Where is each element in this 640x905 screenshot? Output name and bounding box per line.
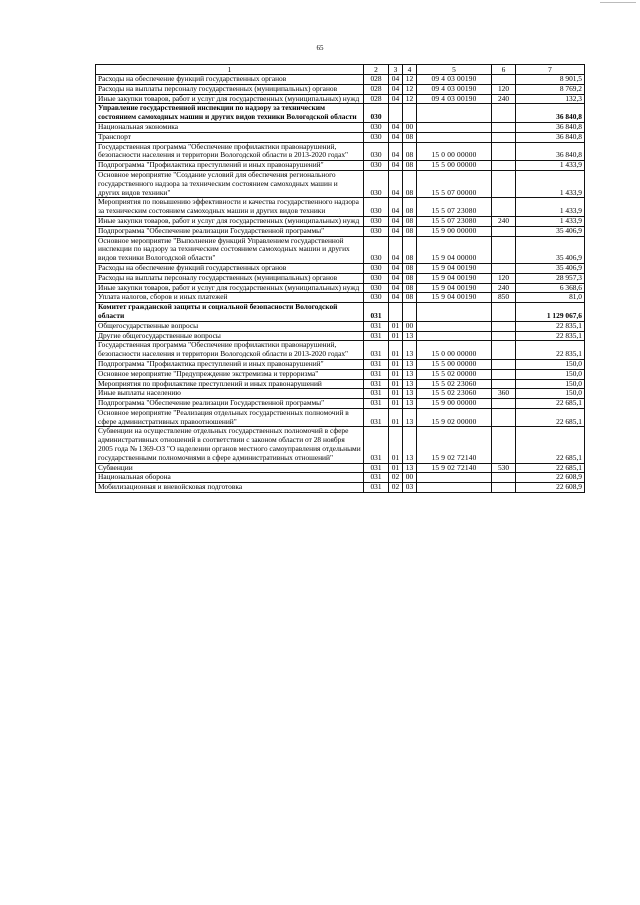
row-sum-cell: 22 685,1 bbox=[516, 399, 585, 409]
row-vr-cell bbox=[492, 122, 516, 132]
row-rz-cell: 04 bbox=[389, 236, 403, 263]
row-cs-cell: 15 9 00 00000 bbox=[417, 226, 492, 236]
row-sum-cell: 8 901,5 bbox=[516, 75, 585, 85]
row-name-cell: Государственная программа "Обеспечение профилактики правонарушений, безопасности населения и территории Вологодской области в 2013-2020 годах" bbox=[96, 142, 364, 161]
row-cs-cell: 15 5 07 23080 bbox=[417, 216, 492, 226]
table-row bbox=[96, 321, 585, 331]
row-name-cell: Подпрограмма "Профилактика преступлений и иных правонарушений" bbox=[96, 161, 364, 171]
row-rz-cell: 04 bbox=[389, 122, 403, 132]
row-name-cell: Мобилизационная и вневойсковая подготовка bbox=[96, 483, 364, 493]
row-pr-cell: 00 bbox=[403, 321, 417, 331]
table-row bbox=[96, 198, 585, 217]
row-rz-cell: 04 bbox=[389, 293, 403, 303]
row-sum-cell: 6 368,6 bbox=[516, 283, 585, 293]
table-row bbox=[96, 226, 585, 236]
row-vr-cell: 240 bbox=[492, 216, 516, 226]
row-vr-cell bbox=[492, 226, 516, 236]
row-vr-cell bbox=[492, 408, 516, 427]
row-name-cell: Основное мероприятие "Предупреждение экстремизма и терроризма" bbox=[96, 369, 364, 379]
table-row bbox=[96, 161, 585, 171]
row-name-cell: Подпрограмма "Обеспечение реализации Государственной программы" bbox=[96, 226, 364, 236]
row-vr-cell bbox=[492, 369, 516, 379]
row-gr-cell: 031 bbox=[364, 331, 389, 341]
row-pr-cell: 12 bbox=[403, 75, 417, 85]
row-sum-cell: 35 406,9 bbox=[516, 263, 585, 273]
row-sum-cell: 22 608,9 bbox=[516, 473, 585, 483]
row-gr-cell: 030 bbox=[364, 293, 389, 303]
row-vr-cell: 120 bbox=[492, 273, 516, 283]
row-sum-cell: 1 433,9 bbox=[516, 170, 585, 197]
row-rz-cell: 01 bbox=[389, 389, 403, 399]
row-cs-cell bbox=[417, 331, 492, 341]
row-name-cell: Другие общегосударственные вопросы bbox=[96, 331, 364, 341]
row-name-cell: Основное мероприятие "Создание условий для обеспечения регионального государственного надзора за техническим состоянием самоходных машин и других видов техники" bbox=[96, 170, 364, 197]
row-pr-cell: 13 bbox=[403, 369, 417, 379]
row-vr-cell bbox=[492, 142, 516, 161]
table-row bbox=[96, 263, 585, 273]
row-pr-cell: 08 bbox=[403, 263, 417, 273]
row-vr-cell bbox=[492, 236, 516, 263]
row-cs-cell: 09 4 03 00190 bbox=[417, 75, 492, 85]
row-rz-cell: 02 bbox=[389, 483, 403, 493]
row-rz-cell: 01 bbox=[389, 427, 403, 463]
row-name-cell: Расходы на выплаты персоналу государственных (муниципальных) органов bbox=[96, 273, 364, 283]
row-sum-cell: 22 685,1 bbox=[516, 463, 585, 473]
row-vr-cell bbox=[492, 321, 516, 331]
table-row bbox=[96, 132, 585, 142]
row-name-cell: Расходы на обеспечение функций государственных органов bbox=[96, 75, 364, 85]
row-sum-cell: 36 840,8 bbox=[516, 132, 585, 142]
table-row bbox=[96, 379, 585, 389]
row-cs-cell: 15 9 00 00000 bbox=[417, 399, 492, 409]
row-gr-cell: 031 bbox=[364, 369, 389, 379]
row-rz-cell: 01 bbox=[389, 321, 403, 331]
table-row bbox=[96, 104, 585, 123]
row-pr-cell: 03 bbox=[403, 483, 417, 493]
row-cs-cell bbox=[417, 303, 492, 322]
row-sum-cell: 22 835,1 bbox=[516, 341, 585, 360]
row-pr-cell: 08 bbox=[403, 161, 417, 171]
row-gr-cell: 031 bbox=[364, 408, 389, 427]
row-vr-cell: 360 bbox=[492, 389, 516, 399]
page-number: 65 bbox=[316, 44, 324, 52]
row-rz-cell: 02 bbox=[389, 473, 403, 483]
row-gr-cell: 028 bbox=[364, 94, 389, 104]
row-pr-cell: 08 bbox=[403, 273, 417, 283]
row-pr-cell: 13 bbox=[403, 427, 417, 463]
row-cs-cell bbox=[417, 321, 492, 331]
row-pr-cell: 13 bbox=[403, 399, 417, 409]
row-cs-cell: 15 9 04 00190 bbox=[417, 283, 492, 293]
row-pr-cell: 13 bbox=[403, 341, 417, 360]
row-name-cell: Иные закупки товаров, работ и услуг для государственных (муниципальных) нужд bbox=[96, 216, 364, 226]
row-cs-cell: 09 4 03 00190 bbox=[417, 94, 492, 104]
row-pr-cell: 13 bbox=[403, 331, 417, 341]
table-row bbox=[96, 463, 585, 473]
row-rz-cell: 01 bbox=[389, 369, 403, 379]
row-cs-cell bbox=[417, 483, 492, 493]
row-pr-cell: 13 bbox=[403, 379, 417, 389]
row-cs-cell bbox=[417, 473, 492, 483]
row-name-cell: Национальная экономика bbox=[96, 122, 364, 132]
row-pr-cell: 08 bbox=[403, 132, 417, 142]
row-cs-cell: 15 9 02 72140 bbox=[417, 463, 492, 473]
row-gr-cell: 031 bbox=[364, 473, 389, 483]
table-row bbox=[96, 483, 585, 493]
row-rz-cell: 04 bbox=[389, 226, 403, 236]
row-gr-cell: 031 bbox=[364, 483, 389, 493]
row-pr-cell: 00 bbox=[403, 473, 417, 483]
row-vr-cell bbox=[492, 132, 516, 142]
row-sum-cell: 36 840,8 bbox=[516, 104, 585, 123]
table-row bbox=[96, 399, 585, 409]
row-cs-cell: 15 9 04 00190 bbox=[417, 273, 492, 283]
row-vr-cell bbox=[492, 427, 516, 463]
row-gr-cell: 031 bbox=[364, 463, 389, 473]
row-name-cell: Национальная оборона bbox=[96, 473, 364, 483]
row-vr-cell: 120 bbox=[492, 84, 516, 94]
row-gr-cell: 030 bbox=[364, 236, 389, 263]
row-gr-cell: 030 bbox=[364, 263, 389, 273]
row-rz-cell bbox=[389, 303, 403, 322]
row-gr-cell: 028 bbox=[364, 75, 389, 85]
row-rz-cell: 04 bbox=[389, 132, 403, 142]
row-rz-cell: 04 bbox=[389, 273, 403, 283]
table-row bbox=[96, 331, 585, 341]
row-rz-cell: 01 bbox=[389, 408, 403, 427]
row-gr-cell: 030 bbox=[364, 216, 389, 226]
row-sum-cell: 150,0 bbox=[516, 359, 585, 369]
row-cs-cell bbox=[417, 132, 492, 142]
header-col-1: 1 bbox=[96, 65, 364, 75]
row-sum-cell: 150,0 bbox=[516, 379, 585, 389]
row-gr-cell: 031 bbox=[364, 341, 389, 360]
row-vr-cell bbox=[492, 379, 516, 389]
row-name-cell: Комитет гражданской защиты и социальной безопасности Вологодской области bbox=[96, 303, 364, 322]
table-row bbox=[96, 122, 585, 132]
row-sum-cell: 132,3 bbox=[516, 94, 585, 104]
table-row bbox=[96, 283, 585, 293]
row-rz-cell: 01 bbox=[389, 341, 403, 360]
row-cs-cell: 15 9 04 00190 bbox=[417, 293, 492, 303]
row-cs-cell: 15 9 04 00000 bbox=[417, 236, 492, 263]
header-col-7: 7 bbox=[516, 65, 585, 75]
row-sum-cell: 150,0 bbox=[516, 369, 585, 379]
row-vr-cell bbox=[492, 161, 516, 171]
row-name-cell: Иные закупки товаров, работ и услуг для государственных (муниципальных) нужд bbox=[96, 283, 364, 293]
row-name-cell: Мероприятия по профилактике преступлений и иных правонарушений bbox=[96, 379, 364, 389]
row-name-cell: Иные выплаты населению bbox=[96, 389, 364, 399]
row-sum-cell: 150,0 bbox=[516, 389, 585, 399]
row-rz-cell: 01 bbox=[389, 359, 403, 369]
row-pr-cell: 13 bbox=[403, 389, 417, 399]
row-rz-cell: 04 bbox=[389, 142, 403, 161]
row-rz-cell: 04 bbox=[389, 75, 403, 85]
row-vr-cell: 530 bbox=[492, 463, 516, 473]
row-gr-cell: 031 bbox=[364, 427, 389, 463]
row-gr-cell: 030 bbox=[364, 283, 389, 293]
row-name-cell: Подпрограмма "Профилактика преступлений и иных правонарушений" bbox=[96, 359, 364, 369]
row-sum-cell: 28 957,3 bbox=[516, 273, 585, 283]
table-row bbox=[96, 142, 585, 161]
row-sum-cell: 1 433,9 bbox=[516, 198, 585, 217]
row-vr-cell: 240 bbox=[492, 283, 516, 293]
row-rz-cell: 04 bbox=[389, 161, 403, 171]
row-vr-cell bbox=[492, 331, 516, 341]
table-row bbox=[96, 389, 585, 399]
table-row bbox=[96, 216, 585, 226]
row-sum-cell: 1 129 067,6 bbox=[516, 303, 585, 322]
row-sum-cell: 35 406,9 bbox=[516, 226, 585, 236]
table-row bbox=[96, 359, 585, 369]
row-pr-cell: 00 bbox=[403, 122, 417, 132]
row-gr-cell: 030 bbox=[364, 104, 389, 123]
row-pr-cell: 08 bbox=[403, 170, 417, 197]
table-row bbox=[96, 303, 585, 322]
header-col-4: 4 bbox=[403, 65, 417, 75]
row-sum-cell: 22 835,1 bbox=[516, 321, 585, 331]
row-sum-cell: 22 835,1 bbox=[516, 331, 585, 341]
table-row bbox=[96, 84, 585, 94]
row-pr-cell: 08 bbox=[403, 142, 417, 161]
row-sum-cell: 22 685,1 bbox=[516, 408, 585, 427]
row-cs-cell: 15 5 07 00000 bbox=[417, 170, 492, 197]
row-sum-cell: 36 840,8 bbox=[516, 142, 585, 161]
row-cs-cell: 15 5 02 00000 bbox=[417, 369, 492, 379]
row-rz-cell: 01 bbox=[389, 331, 403, 341]
row-sum-cell: 1 433,9 bbox=[516, 161, 585, 171]
row-gr-cell: 031 bbox=[364, 303, 389, 322]
row-cs-cell: 15 9 04 00190 bbox=[417, 263, 492, 273]
row-sum-cell: 35 406,9 bbox=[516, 236, 585, 263]
row-vr-cell bbox=[492, 75, 516, 85]
row-pr-cell: 13 bbox=[403, 359, 417, 369]
row-vr-cell bbox=[492, 303, 516, 322]
row-rz-cell: 04 bbox=[389, 198, 403, 217]
row-rz-cell: 04 bbox=[389, 94, 403, 104]
row-gr-cell: 031 bbox=[364, 379, 389, 389]
row-cs-cell: 15 5 07 23080 bbox=[417, 198, 492, 217]
table-body bbox=[96, 75, 585, 493]
row-vr-cell bbox=[492, 473, 516, 483]
table-row bbox=[96, 473, 585, 483]
table-row bbox=[96, 273, 585, 283]
row-pr-cell bbox=[403, 303, 417, 322]
row-name-cell: Мероприятия по повышению эффективности и качества государственного надзора за техническим состоянием самоходных машин и других видов техники bbox=[96, 198, 364, 217]
row-vr-cell bbox=[492, 359, 516, 369]
scan-edge-mark bbox=[600, 2, 636, 11]
row-vr-cell bbox=[492, 263, 516, 273]
row-cs-cell: 15 5 02 23060 bbox=[417, 379, 492, 389]
row-pr-cell: 08 bbox=[403, 283, 417, 293]
header-col-5: 5 bbox=[417, 65, 492, 75]
row-gr-cell: 028 bbox=[364, 84, 389, 94]
row-cs-cell bbox=[417, 122, 492, 132]
row-vr-cell bbox=[492, 341, 516, 360]
row-name-cell: Управление государственной инспекции по надзору за техническим состоянием самоходных машин и других видов техники Вологодской области bbox=[96, 104, 364, 123]
row-name-cell: Транспорт bbox=[96, 132, 364, 142]
row-name-cell: Субвенции на осуществление отдельных государственных полномочий в сфере административных отношений в соответствии с законом области от 28 ноября 2005 года № 1369-ОЗ "О наделении органов местного самоуправления отдельными государственными полномочиями в сфере административных отношений" bbox=[96, 427, 364, 463]
row-vr-cell: 850 bbox=[492, 293, 516, 303]
row-rz-cell: 01 bbox=[389, 399, 403, 409]
row-cs-cell: 15 5 00 00000 bbox=[417, 359, 492, 369]
row-gr-cell: 030 bbox=[364, 142, 389, 161]
row-gr-cell: 030 bbox=[364, 132, 389, 142]
row-name-cell: Расходы на обеспечение функций государственных органов bbox=[96, 263, 364, 273]
row-gr-cell: 030 bbox=[364, 170, 389, 197]
row-vr-cell bbox=[492, 483, 516, 493]
table-row bbox=[96, 369, 585, 379]
row-name-cell: Общегосударственные вопросы bbox=[96, 321, 364, 331]
row-rz-cell: 04 bbox=[389, 216, 403, 226]
table-row bbox=[96, 341, 585, 360]
row-cs-cell: 09 4 03 00190 bbox=[417, 84, 492, 94]
row-pr-cell: 08 bbox=[403, 198, 417, 217]
row-name-cell: Иные закупки товаров, работ и услуг для государственных (муниципальных) нужд bbox=[96, 94, 364, 104]
row-name-cell: Субвенции bbox=[96, 463, 364, 473]
row-rz-cell: 01 bbox=[389, 463, 403, 473]
row-rz-cell: 04 bbox=[389, 283, 403, 293]
row-gr-cell: 030 bbox=[364, 122, 389, 132]
row-pr-cell: 08 bbox=[403, 293, 417, 303]
row-rz-cell: 04 bbox=[389, 170, 403, 197]
row-gr-cell: 030 bbox=[364, 198, 389, 217]
row-sum-cell: 22 608,9 bbox=[516, 483, 585, 493]
row-gr-cell: 030 bbox=[364, 226, 389, 236]
row-name-cell: Уплата налогов, сборов и иных платежей bbox=[96, 293, 364, 303]
row-name-cell: Подпрограмма "Обеспечение реализации Государственной программы" bbox=[96, 399, 364, 409]
row-name-cell: Основное мероприятие "Реализация отдельных государственных полномочий в сфере административных правоотношений" bbox=[96, 408, 364, 427]
row-pr-cell: 13 bbox=[403, 408, 417, 427]
row-pr-cell: 12 bbox=[403, 84, 417, 94]
row-cs-cell: 15 5 02 23060 bbox=[417, 389, 492, 399]
row-vr-cell bbox=[492, 198, 516, 217]
row-cs-cell: 15 5 00 00000 bbox=[417, 161, 492, 171]
header-col-2: 2 bbox=[364, 65, 389, 75]
row-gr-cell: 031 bbox=[364, 399, 389, 409]
row-pr-cell bbox=[403, 104, 417, 123]
row-pr-cell: 08 bbox=[403, 216, 417, 226]
table-header-row bbox=[96, 65, 585, 75]
row-name-cell: Государственная программа "Обеспечение профилактики правонарушений, безопасности населения и территории Вологодской области в 2013-2020 годах" bbox=[96, 341, 364, 360]
row-cs-cell: 15 0 00 00000 bbox=[417, 341, 492, 360]
row-gr-cell: 031 bbox=[364, 321, 389, 331]
table-row bbox=[96, 75, 585, 85]
row-pr-cell: 08 bbox=[403, 236, 417, 263]
row-pr-cell: 08 bbox=[403, 226, 417, 236]
row-name-cell: Основное мероприятие "Выполнение функций Управлением государственной инспекции по надзору за техническим состоянием самоходных машин и других видов техники Вологодской области" bbox=[96, 236, 364, 263]
row-sum-cell: 81,0 bbox=[516, 293, 585, 303]
header-col-3: 3 bbox=[389, 65, 403, 75]
table-row bbox=[96, 408, 585, 427]
row-gr-cell: 030 bbox=[364, 273, 389, 283]
row-vr-cell bbox=[492, 399, 516, 409]
row-vr-cell bbox=[492, 170, 516, 197]
table-row bbox=[96, 236, 585, 263]
row-rz-cell: 01 bbox=[389, 379, 403, 389]
row-sum-cell: 8 769,2 bbox=[516, 84, 585, 94]
row-rz-cell bbox=[389, 104, 403, 123]
row-cs-cell: 15 0 00 00000 bbox=[417, 142, 492, 161]
row-gr-cell: 031 bbox=[364, 389, 389, 399]
row-cs-cell: 15 9 02 00000 bbox=[417, 408, 492, 427]
row-rz-cell: 04 bbox=[389, 84, 403, 94]
row-gr-cell: 031 bbox=[364, 359, 389, 369]
header-col-6: 6 bbox=[492, 65, 516, 75]
budget-table bbox=[95, 64, 585, 493]
row-sum-cell: 22 685,1 bbox=[516, 427, 585, 463]
table-row bbox=[96, 427, 585, 463]
row-cs-cell: 15 9 02 72140 bbox=[417, 427, 492, 463]
row-name-cell: Расходы на выплаты персоналу государственных (муниципальных) органов bbox=[96, 84, 364, 94]
row-vr-cell bbox=[492, 104, 516, 123]
row-gr-cell: 030 bbox=[364, 161, 389, 171]
row-vr-cell: 240 bbox=[492, 94, 516, 104]
row-sum-cell: 1 433,9 bbox=[516, 216, 585, 226]
table-row bbox=[96, 94, 585, 104]
row-pr-cell: 12 bbox=[403, 94, 417, 104]
row-sum-cell: 36 840,8 bbox=[516, 122, 585, 132]
table-row bbox=[96, 293, 585, 303]
table-row bbox=[96, 170, 585, 197]
row-cs-cell bbox=[417, 104, 492, 123]
row-pr-cell: 13 bbox=[403, 463, 417, 473]
row-rz-cell: 04 bbox=[389, 263, 403, 273]
